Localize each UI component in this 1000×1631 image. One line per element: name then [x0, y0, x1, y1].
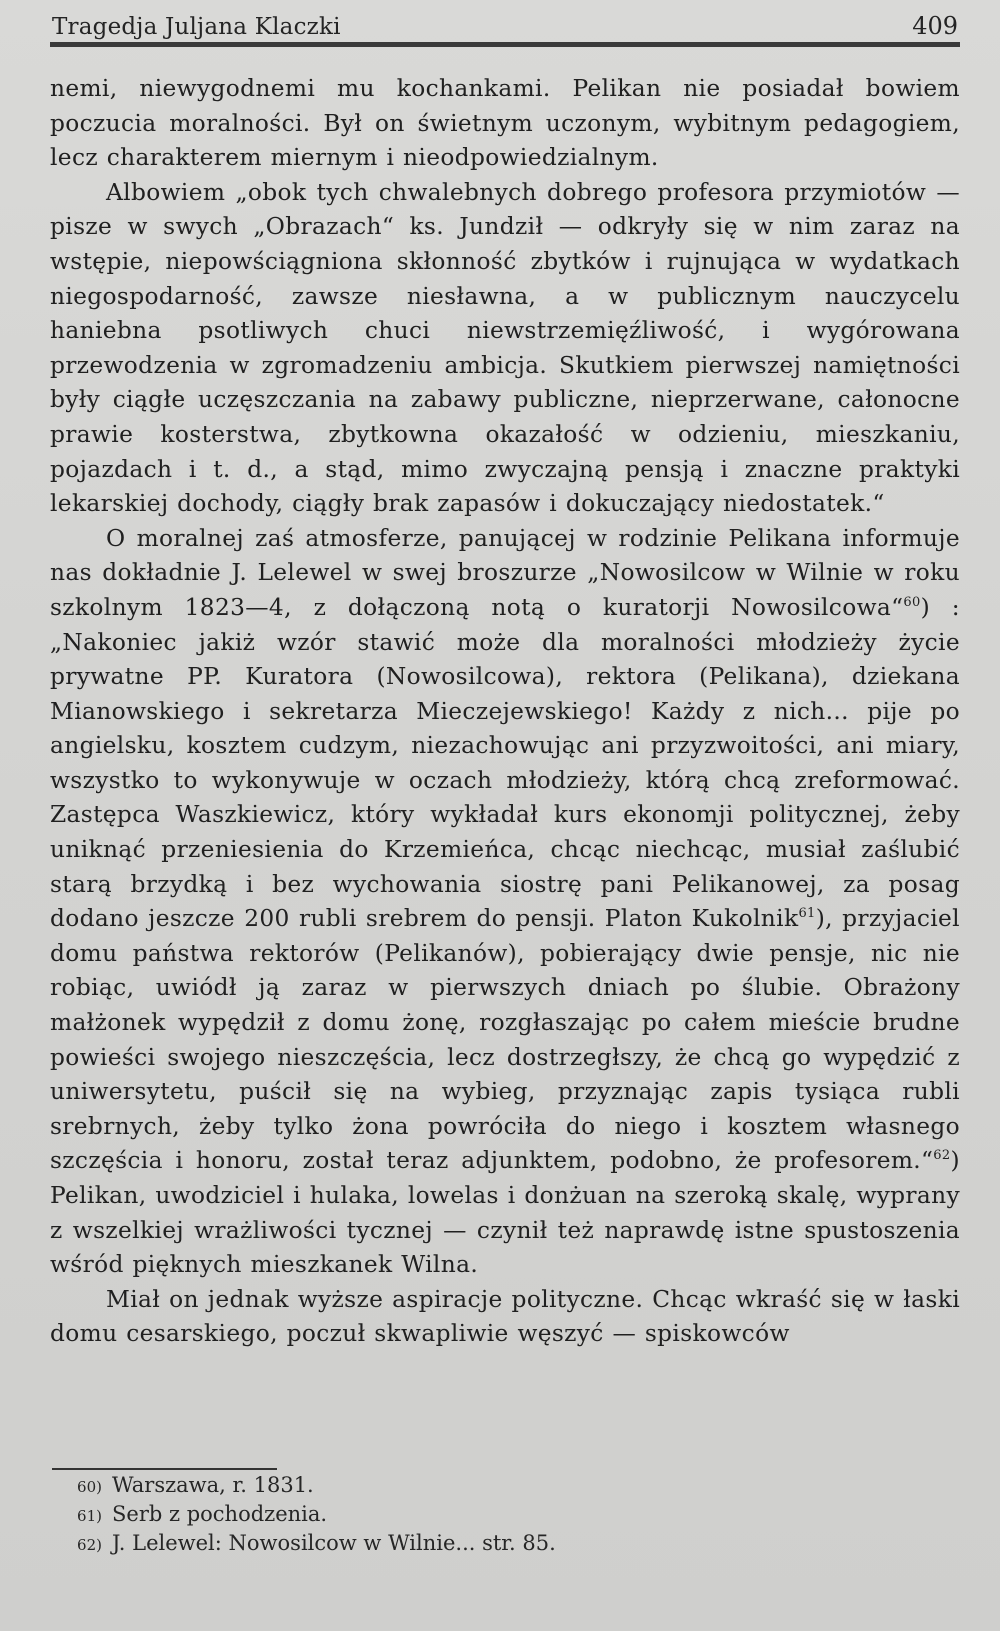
- paragraph-text: Miał on jednak wyższe aspiracje polityczne. Chcąc wkraść się w łaski domu cesarskiego, poczuł skwapliwie węszyć — spiskowców: [50, 1285, 960, 1348]
- page-number: 409: [912, 12, 958, 40]
- footnote-text: Serb z pochodzenia.: [112, 1502, 328, 1526]
- footnote: [60, 1501, 940, 1530]
- paragraph-text: Albowiem „obok tych chwalebnych dobrego profesora przymiotów — pisze w swych „Obrazach“ ks. Jundził — odkryły się w nim zaraz na wstępie, niepowściągniona skłonność zbytków i rujnująca w wydatkach niegospodarność, zawsze niesławna, a w publicznym nauczycelu haniebna psotliwych chuci niewstrzemięźliwość, i wygórowana przewodzenia w zgromadzeniu ambicja. Skutkiem pierwszej namiętności były ciągłe uczęszczania na zabawy publiczne, nieprzerwane, całonocne prawie kosterstwa, zbytkowna okazałość w odzieniu, mieszkaniu, pojazdach i t. d., a stąd, mimo zwyczajną pensją i znaczne praktyki lekarskiej dochody, ciągły brak zapasów i dokuczający niedostatek.“: [50, 178, 960, 518]
- footnote-rule: [52, 1468, 277, 1470]
- footnote: [60, 1472, 940, 1501]
- header-rule: [50, 42, 960, 47]
- paragraph-text: nemi, niewygodnemi mu kochankami. Pelikan nie posiadał bowiem poczucia moralności. Był on świetnym uczonym, wybitnym pedagogiem, lecz charakterem miernym i nieodpowiedzialnym.: [50, 75, 960, 172]
- paragraph: [50, 72, 960, 176]
- footnote-text: Warszawa, r. 1831.: [112, 1473, 314, 1497]
- paragraph: [50, 522, 960, 1283]
- footnotes: [60, 1472, 940, 1559]
- footnote-mark: 61): [77, 1507, 102, 1525]
- paragraph-text: ) Pelikan, uwodziciel i hulaka, lowelas i donżuan na szeroką skalę, wyprany z wszelkiej wrażliwości tycznej — czynił też naprawdę istne spustoszenia wśród pięknych mieszkanek Wilna.: [50, 1147, 960, 1279]
- paragraph: [50, 176, 960, 522]
- footnote-ref-60: 60: [903, 595, 921, 611]
- footnote: [60, 1530, 940, 1559]
- footnote-ref-61: 61: [798, 906, 816, 922]
- paragraph-text: ), przyjaciel domu państwa rektorów (Pelikanów), pobierający dwie pensje, nic nie robiąc, uwiódł ją zaraz w pierwszych dniach po ślubie. Obrażony małżonek wypędził z domu żonę, rozgłaszając po całem mieście brudne powieści swojego nieszczęścia, lecz dostrzegłszy, że chcą go wypędzić z uniwersytetu, puścił się na wybieg, przyznając zapis tysiąca rubli srebrnych, żeby tylko żona powróciła do niego i kosztem własnego szczęścia i honoru, został teraz adjunktem, podobno, że profesorem.“: [50, 905, 960, 1175]
- paragraph-text: ) : „Nakoniec jakiż wzór stawić może dla moralności młodzieży życie prywatne PP. Kuratora (Nowosilcowa), rektora (Pelikana), dziekana Mianowskiego i sekretarza Mieczejewskiego! Każdy z nich... pije po angielsku, kosztem cudzym, niezachowując ani przyzwoitości, ani miary, wszystko to wykonywuje w oczach młodzieży, którą chcą zreformować. Zastępca Waszkiewicz, który wykładał kurs ekonomji politycznej, żeby uniknąć przeniesienia do Krzemieńca, chcąc niechcąc, musiał zaślubić starą brzydką i bez wychowania siostrę pani Pelikanowej, za posag dodano jeszcze 200 rubli srebrem do pensji. Platon Kukolnik: [50, 593, 960, 933]
- paragraph-text: O moralnej zaś atmosferze, panującej w rodzinie Pelikana informuje nas dokładnie J. Lelewel w swej broszurze „Nowosilcow w Wilnie w roku szkolnym 1823—4, z dołączoną notą o kuratorji Nowosilcowa“: [50, 524, 960, 621]
- footnote-ref-62: 62: [933, 1148, 951, 1164]
- paragraph: [50, 1283, 960, 1352]
- footnote-mark: 60): [77, 1478, 102, 1496]
- running-title: Tragedja Juljana Klaczki: [52, 14, 341, 40]
- running-header: [52, 6, 958, 40]
- footnote-mark: 62): [77, 1536, 102, 1554]
- footnote-text: J. Lelewel: Nowosilcow w Wilnie... str. 85.: [112, 1531, 556, 1555]
- body-text: [50, 72, 960, 1352]
